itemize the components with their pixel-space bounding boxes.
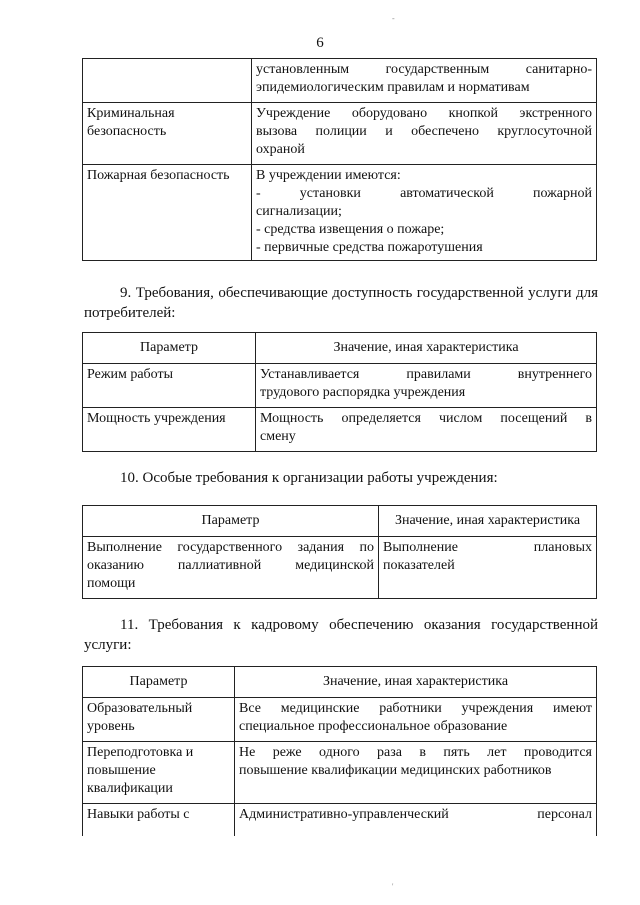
accessibility-table bbox=[82, 332, 597, 452]
table-row bbox=[83, 804, 597, 836]
value-cell: Устанавливается правилами внутреннего трудового распорядка учреждения bbox=[256, 364, 597, 408]
param-cell: Выполнение государственного задания по оказанию паллиативной медицинской помощи bbox=[83, 537, 379, 599]
section-11-heading: 11. Требования к кадровому обеспечению оказания государственной услуги: bbox=[84, 617, 598, 653]
param-cell: Переподготовка и повышение квалификации bbox=[83, 742, 235, 804]
param-cell bbox=[83, 59, 252, 103]
header-value: Значение, иная характеристика bbox=[235, 667, 597, 698]
table-header-row bbox=[83, 506, 597, 537]
section-9-heading: 9. Требования, обеспечивающие доступность государственной услуги для потребителей: bbox=[84, 285, 598, 321]
header-value: Значение, иная характеристика bbox=[379, 506, 597, 537]
table-header-row bbox=[83, 667, 597, 698]
page-number: 6 bbox=[316, 35, 324, 51]
table-row bbox=[83, 364, 597, 408]
table-row bbox=[83, 698, 597, 742]
param-cell: Образовательный уровень bbox=[83, 698, 235, 742]
table-row bbox=[83, 165, 597, 261]
safety-table bbox=[82, 58, 597, 261]
value-cell: Учреждение оборудовано кнопкой экстренного вызова полиции и обеспечено круглосуточной охраной bbox=[252, 103, 597, 165]
param-cell: Режим работы bbox=[83, 364, 256, 408]
param-cell: Пожарная безопасность bbox=[83, 165, 252, 261]
value-cell: Административно-управленческий персонал bbox=[235, 804, 597, 836]
table-row bbox=[83, 103, 597, 165]
table-row bbox=[83, 408, 597, 452]
value-cell: Выполнение плановых показателей bbox=[379, 537, 597, 599]
header-param: Параметр bbox=[83, 667, 235, 698]
value-cell: Все медицинские работники учреждения имеют специальное профессиональное образование bbox=[235, 698, 597, 742]
table-header-row bbox=[83, 333, 597, 364]
param-cell: Криминальная безопасность bbox=[83, 103, 252, 165]
header-param: Параметр bbox=[83, 333, 256, 364]
param-cell: Навыки работы с bbox=[83, 804, 235, 836]
table-row bbox=[83, 742, 597, 804]
value-cell: Мощность определяется числом посещений в смену bbox=[256, 408, 597, 452]
param-cell: Мощность учреждения bbox=[83, 408, 256, 452]
header-value: Значение, иная характеристика bbox=[256, 333, 597, 364]
scan-mark-top: - bbox=[392, 14, 395, 23]
section-10-heading: 10. Особые требования к организации работы учреждения: bbox=[120, 470, 498, 486]
value-cell: установленным государственным санитарно- эпидемиологическим правилам и нормативам bbox=[252, 59, 597, 103]
header-param: Параметр bbox=[83, 506, 379, 537]
value-cell: В учреждении имеются: - установки автоматической пожарной сигнализации; - средства извещения о пожаре; - первичные средства пожаротушения bbox=[252, 165, 597, 261]
table-row bbox=[83, 59, 597, 103]
scan-mark-bottom: ' bbox=[392, 882, 394, 891]
table-row bbox=[83, 537, 597, 599]
value-cell: Не реже одного раза в пять лет проводится повышение квалификации медицинских работников bbox=[235, 742, 597, 804]
special-requirements-table bbox=[82, 505, 597, 599]
staffing-table bbox=[82, 666, 597, 836]
